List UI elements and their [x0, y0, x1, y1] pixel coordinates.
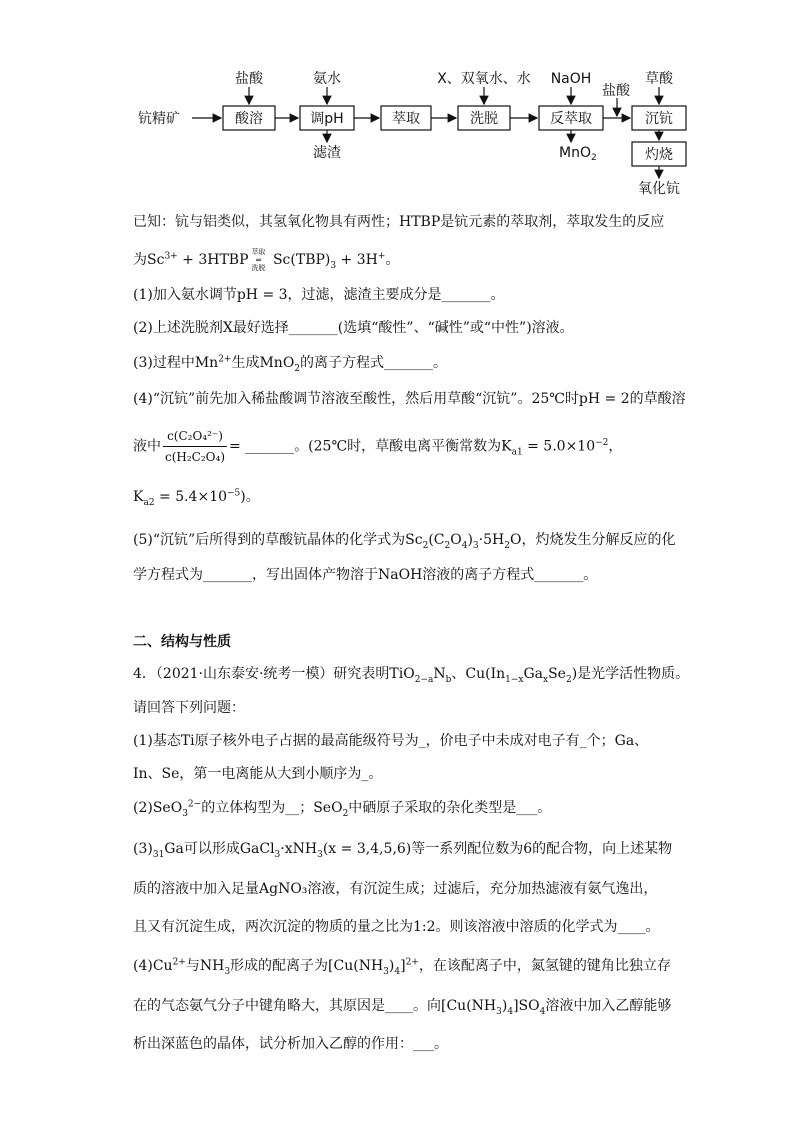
flow-start-label: 钪精矿 — [138, 111, 180, 127]
question-3-part-3: (3)过程中$Mn^{2+}$生成MnO$_2$的离子方程式_______。 — [133, 354, 448, 374]
input-washing-agents: X、双氧水、水 — [437, 71, 531, 87]
known-info-line-1: 已知：钪与铝类似，其氢氧化物具有两性；HTBP是钪元素的萃取剂，萃取发生的反应 — [133, 214, 665, 230]
question-4-line-5: (2)SeO$_3^{2-}$的立体构型为__；SeO$_2$中硒原子采取的杂化类型是___。 — [133, 799, 552, 819]
output-mno2: MnO$_2$ — [559, 145, 597, 163]
process-flowchart — [0, 0, 794, 210]
equilibrium-arrow: 萃取 ⇌ 洗脱 — [251, 248, 266, 272]
question-4-line-2: 请回答下列问题： — [133, 700, 245, 716]
question-3-part-4-line-3: $K_{a2} = 5.4\times 10^{-5}$)。 — [133, 488, 260, 508]
section-title: 二、结构与性质 — [133, 634, 231, 650]
question-3-part-2: (2)上述洗脱剂X最好选择_______(选填“酸性”、“碱性”或“中性”)溶液。 — [133, 320, 574, 336]
question-4-line-3: (1)基态Ti原子核外电子占据的最高能级符号为_，价电子中未成对电子有_个；Ga、 — [133, 733, 649, 749]
box-label-elute: 洗脱 — [470, 111, 498, 127]
output-scandium-oxide: 氧化钪 — [638, 181, 680, 197]
concentration-ratio-fraction: $\frac{\text{c(C₂O₄²⁻)}}{\text{c(H₂C₂O₄)}}$ — [163, 426, 227, 467]
question-4-line-9: $(4)Cu^{2+}$与$NH_3$形成的配离子为$[Cu(NH_3)_4]^{2+}$，在该配离子中，氮氢键的键角比独立存 — [133, 957, 671, 977]
box-label-calcine: 灼烧 — [645, 147, 673, 163]
box-label-acid-dissolve: 酸溶 — [235, 111, 263, 127]
input-hydrochloric-acid-2: 盐酸 — [602, 83, 630, 99]
question-3-part-5-line-1: (5)“沉钪”后所得到的草酸钪晶体的化学式为$Sc_2(C_2O_4)_3\cdot 5H_2O$，灼烧发生分解反应的化 — [133, 532, 676, 551]
input-oxalic-acid: 草酸 — [645, 71, 673, 87]
box-label-adjust-ph: 调pH — [310, 111, 344, 127]
question-4-line-4: In、Se，第一电离能从大到小顺序为_。 — [133, 766, 383, 782]
input-ammonia: 氨水 — [313, 71, 341, 87]
box-label-extract: 萃取 — [392, 111, 420, 127]
question-3-part-4-line-2: 液中 $\frac{\text{c(C₂O₄²⁻)}}{\text{c(H₂C₂O₄)}}$ = _______。(25℃时，草酸电离平衡常数为$K_{a1} = 5.0\times 10^{-2}$， — [133, 426, 622, 467]
question-4-line-8: 且又有沉淀生成，两次沉淀的物质的量之比为1:2。则该溶液中溶质的化学式为____。 — [133, 919, 660, 935]
input-naoh: NaOH — [550, 71, 592, 87]
question-4-line-6: $(3)_{31}Ga$可以形成GaCl$_3$·xNH$_3$(x = 3,4,5,6)等一系列配位数为6的配合物，向上述某物 — [133, 841, 673, 860]
question-3-part-1: (1)加入氨水调节pH = 3，过滤，滤渣主要成分是_______。 — [133, 287, 505, 303]
question-3-part-5-line-2: 学方程式为_______，写出固体产物溶于NaOH溶液的离子方程式_______。 — [133, 567, 598, 583]
question-3-part-4-line-1: (4)“沉钪”前先加入稀盐酸调节溶液至酸性，然后用草酸“沉钪”。25℃时pH = 2的草酸溶 — [133, 391, 686, 407]
box-label-precipitate: 沉钪 — [645, 111, 673, 127]
question-4-line-11: 析出深蓝色的晶体，试分析加入乙醇的作用：___。 — [133, 1036, 448, 1052]
input-hydrochloric-acid: 盐酸 — [235, 71, 263, 87]
output-residue: 滤渣 — [313, 145, 341, 161]
question-4-line-10: 在的气态氨气分子中键角略大，其原因是____。向$[Cu(NH_3)_4]SO_4$溶液中加入乙醇能够 — [133, 998, 672, 1017]
known-info-line-2: 为$Sc^{3+}$ + 3HTBP 萃取 ⇌ 洗脱 $Sc(TBP)_3 + 3H^+$。 — [133, 248, 400, 272]
box-label-back-extract: 反萃取 — [550, 111, 592, 127]
question-4-line-7: 质的溶液中加入足量AgNO₃溶液，有沉淀生成；过滤后，充分加热滤液有氨气逸出， — [133, 881, 658, 897]
question-4-line-1: 4．（2021·山东泰安·统考一模）研究表明$TiO_{2-a}N_b$、$Cu(In_{1-x}Ga_xSe_2)$是光学活性物质。 — [133, 666, 690, 685]
